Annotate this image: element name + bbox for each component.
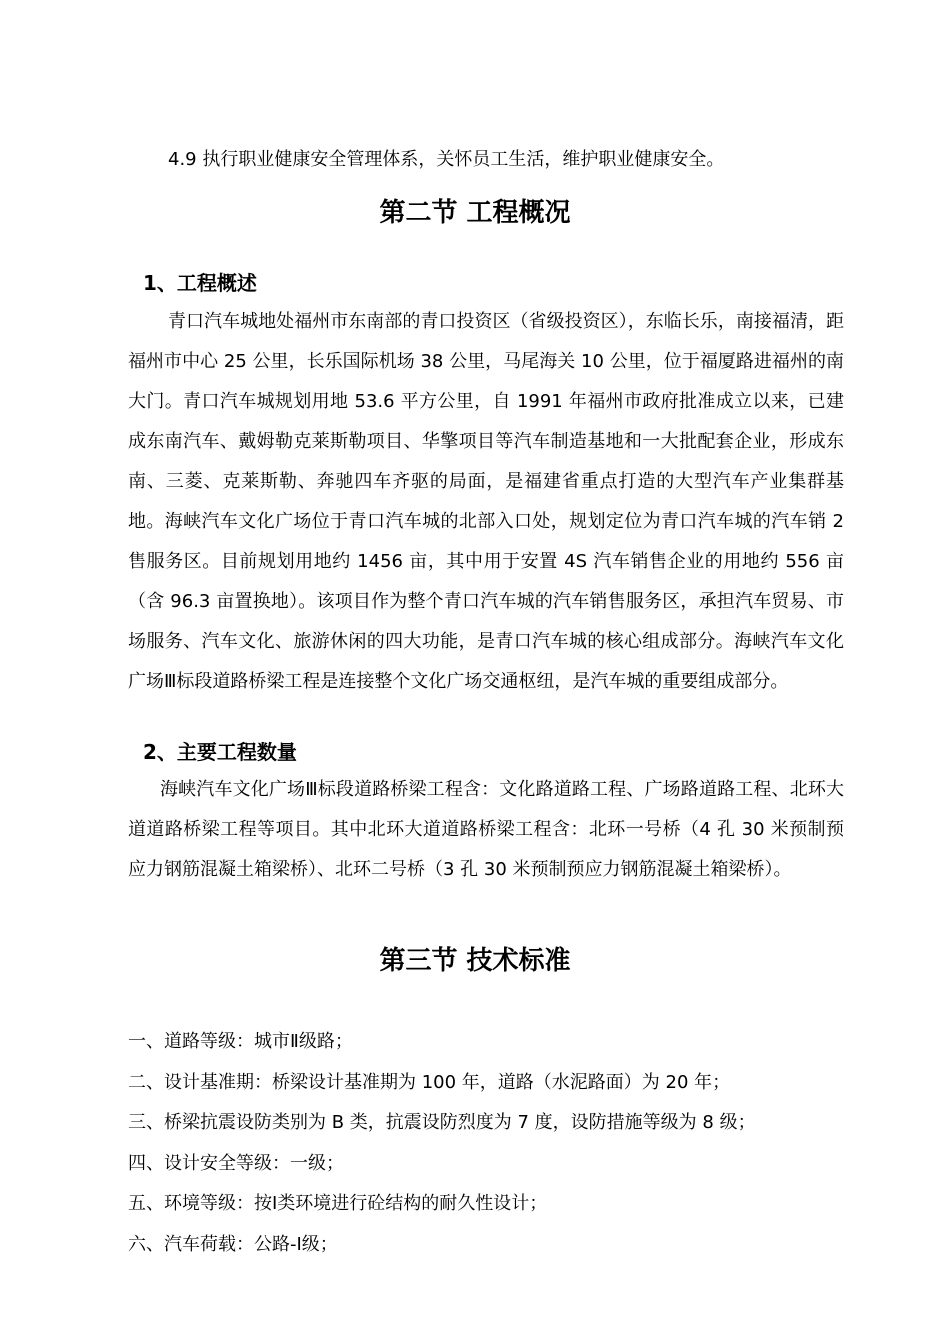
standard-item: 四、设计安全等级：一级； bbox=[128, 1152, 344, 1174]
section-2-title: 第二节 工程概况 bbox=[379, 198, 571, 228]
section-2-sub2-body: 海峡汽车文化广场Ⅲ标段道路桥梁工程含：文化路道路工程、广场路道路工程、北环大道道路桥梁工程等项目。其中北环大道道路桥梁工程含：北环一号桥（4 孔 30 米预制预应力钢筋混凝土箱梁桥）、北环二号桥（3 孔 30 米预制预应力钢筋混凝土箱梁桥）。 bbox=[128, 779, 844, 880]
intro-line: 4.9 执行职业健康安全管理体系，关怀员工生活，维护职业健康安全。 bbox=[168, 149, 725, 170]
section-2-sub1-heading: 1、工程概述 bbox=[143, 271, 257, 295]
standard-item: 三、桥梁抗震设防类别为 B 类，抗震设防烈度为 7 度，设防措施等级为 8 级； bbox=[128, 1112, 756, 1133]
section-3-title: 第三节 技术标准 bbox=[379, 946, 571, 976]
section-2-sub2-heading: 2、主要工程数量 bbox=[143, 740, 297, 764]
standard-item: 五、环境等级：按Ⅰ类环境进行砼结构的耐久性设计； bbox=[128, 1193, 548, 1214]
standard-item: 二、设计基准期：桥梁设计基准期为 100 年，道路（水泥路面）为 20 年； bbox=[128, 1071, 731, 1093]
section-2-sub1-body: 青口汽车城地处福州市东南部的青口投资区（省级投资区），东临长乐，南接福清，距福州市中心 25 公里，长乐国际机场 38 公里，马尾海关 10 公里，位于福厦路进福州的南大门。青口汽车城规划用地 53.6 平方公里，自 1991 年福州市政府批准成立以来，已建成东南汽车、戴姆勒克莱斯勒项目、华擎项目等汽车制造基地和一大批配套企业，形成东南、三菱、克莱斯勒、奔驰四车齐驱的局面，是福建省重点打造的大型汽车产业集群基地。海峡汽车文化广场位于青口汽车城的北部入口处，规划定位为青口汽车城的汽车销 2 售服务区。目前规划用地约 1456 亩，其中用于安置 4S 汽车销售企业的用地约 556 亩（含 96.3 亩置换地）。该项目作为整个青口汽车城的汽车销售服务区，承担汽车贸易、市场服务、汽车文化、旅游休闲的四大功能，是青口汽车城的核心组成部分。海峡汽车文化广场Ⅲ标段道路桥梁工程是连接整个文化广场交通枢纽，是汽车城的重要组成部分。 bbox=[128, 311, 844, 692]
standard-item: 一、道路等级：城市Ⅱ级路； bbox=[128, 1031, 353, 1052]
technical-standards-list bbox=[128, 1022, 756, 1265]
standard-item: 六、汽车荷载：公路-Ⅰ级； bbox=[128, 1233, 338, 1255]
